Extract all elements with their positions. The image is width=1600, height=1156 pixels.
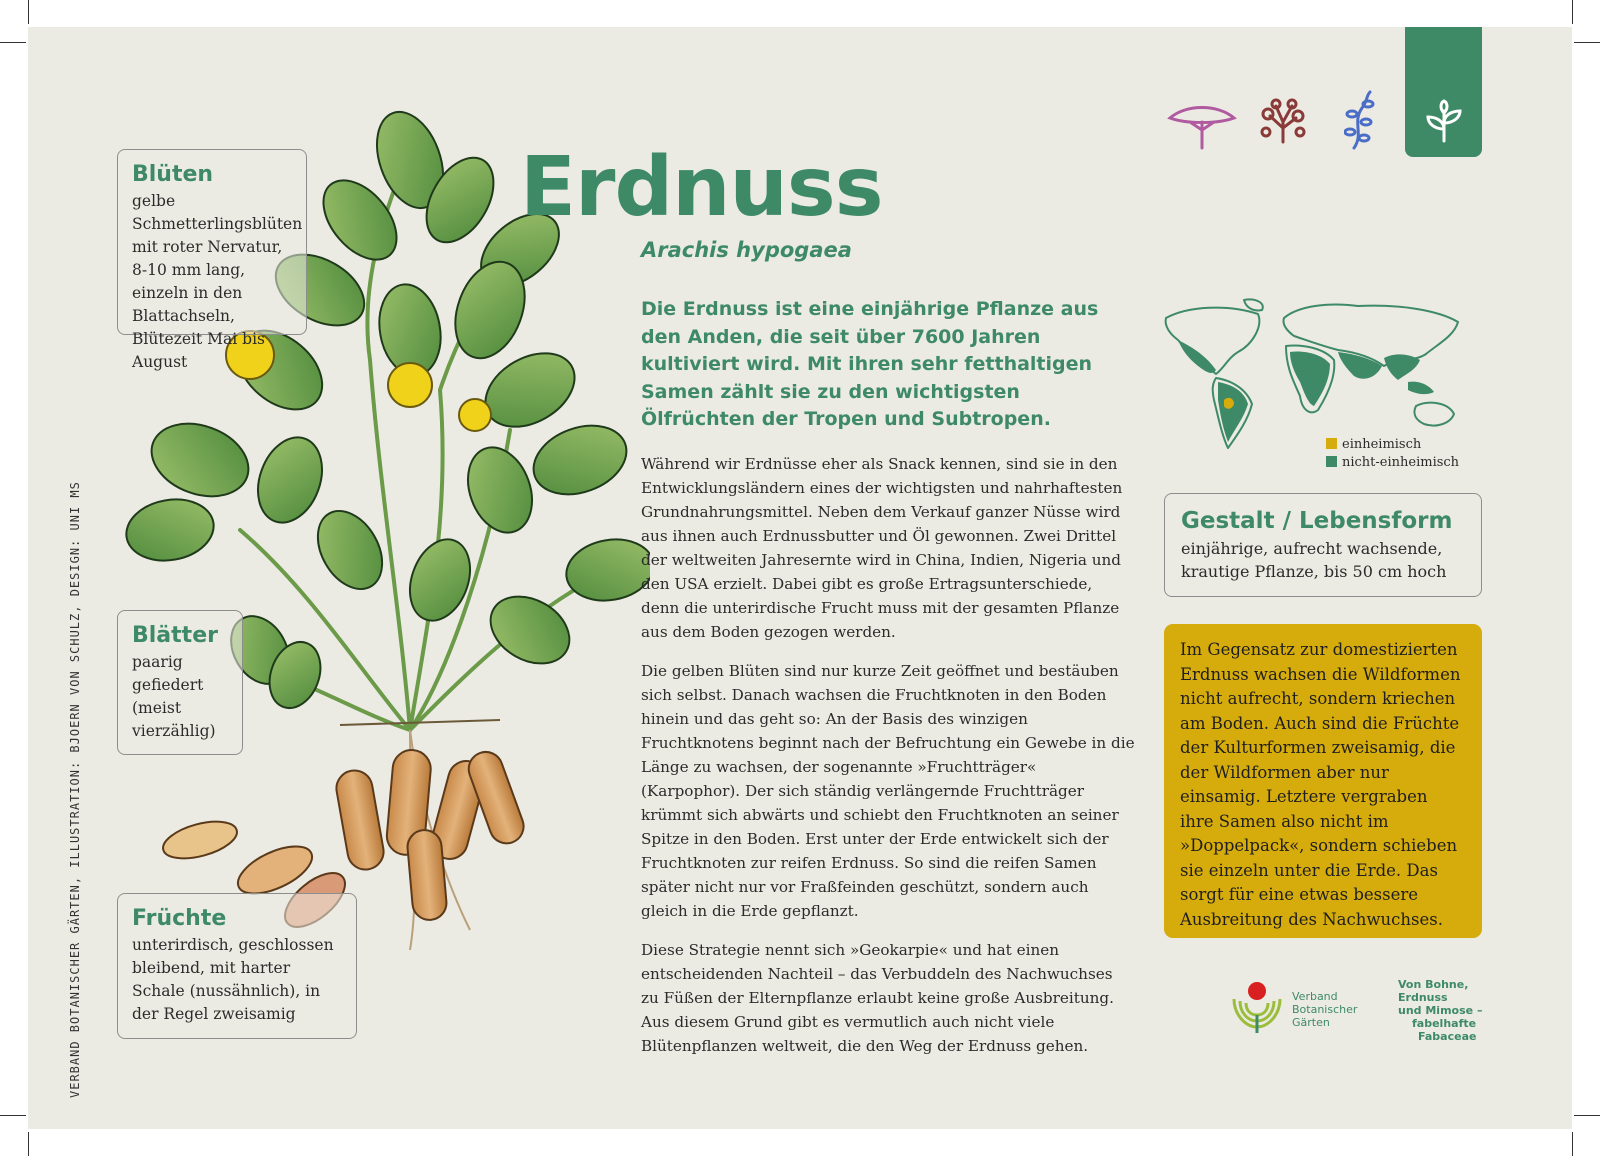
leaves-text: paarig gefiedert (meist vierzählig) (132, 653, 216, 740)
crop-mark (1574, 1115, 1600, 1116)
crop-mark (0, 1115, 26, 1116)
growth-form-title: Gestalt / Lebensform (1181, 508, 1453, 534)
series-logo-line: Fabaceae (1418, 1030, 1477, 1043)
shrub-icon (1258, 98, 1308, 144)
fruits-box (117, 893, 357, 1039)
map-legend-native (1326, 437, 1421, 452)
legend-label-native: einheimisch (1342, 437, 1422, 452)
flowers-title: Blüten (132, 162, 214, 187)
flowers-text: gelbe Schmetterlingsblüten mit roter Nervatur, 8-10 mm lang, einzeln in den Blattachseln, Blütezeit Mai bis August (132, 192, 303, 371)
body-paragraph: Die gelben Blüten sind nur kurze Zeit geöffnet und bestäuben sich selbst. Danach wachsen die Fruchtknoten in den Boden hinein und das geht so: An der Basis des winzigen Fruchtknotens beginnt nach der Befruchtung ein Gewebe in die Länge zu wachsen, der sogenannte »Fruchtträger« (Karpophor). Der sich ständig verlängernde Fruchtträger krümmt sich abwärts und schiebt den Fruchtknoten an seiner Spitze in den Boden. Erst unter der Erde entwickelt sich der Fruchtknoten zur reifen Erdnuss. So sind die reifen Samen später nicht nur vor Fraßfeinden geschützt, sondern auch gleich in die Erde gepflanzt. (641, 662, 1135, 920)
series-logo-line: Von Bohne, (1398, 978, 1469, 991)
series-logo-line: Erdnuss (1398, 991, 1448, 1004)
legend-label-introduced: nicht-einheimisch (1342, 455, 1460, 470)
page-title: Erdnuss (520, 140, 883, 235)
crop-mark (1574, 42, 1600, 43)
lead-paragraph: Die Erdnuss ist eine einjährige Pflanze aus den Anden, die seit über 7600 Jahren kultiviert wird. Mit ihren sehr fetthaltigen Samen zählt sie zu den wichtigsten Ölfrüchten der Tropen und Subtropen. (641, 298, 1099, 430)
legend-swatch-native (1326, 438, 1337, 449)
growth-form-box (1164, 493, 1482, 597)
body-paragraph: Während wir Erdnüsse eher als Snack kennen, sind sie in den Entwicklungsländern eines der wichtigsten und nahrhaftesten Grundnahrungsmittel. Neben dem Verkauf ganzer Nüsse wird aus ihnen auch Erdnussbutter und Öl gewonnen. Zwei Drittel der weltweiten Jahresernte wird in China, Indien, Nigeria und den USA erzielt. Dabei gibt es große Ertragsunterschiede, denn die unterirdische Frucht muss mit der gesamten Pflanze aus dem Boden gezogen werden. (641, 455, 1123, 641)
legend-swatch-introduced (1326, 456, 1337, 467)
vbg-logo-line: Verband (1292, 990, 1338, 1003)
flowers-box (117, 149, 307, 371)
vbg-logo-text (1292, 990, 1357, 1029)
leaves-box (117, 610, 243, 755)
map-legend-introduced (1326, 455, 1459, 470)
crop-mark (0, 42, 26, 43)
herb-icon (1422, 99, 1466, 143)
series-logo-line: und Mimose – (1398, 1004, 1483, 1017)
vbg-logo-line: Botanischer (1292, 1003, 1358, 1016)
wild-forms-info-box (1164, 624, 1482, 938)
wild-forms-text: Im Gegensatz zur domestizierten Erdnuss wachsen die Wildformen nicht aufrecht, sondern kriechen am Boden. Auch sind die Früchte der Kulturformen zweisamig, die der Wildformen aber nur einsamig. Letztere vergraben ihre Samen also nicht im »Doppelpack«, sondern schieben sie einzeln unter die Erde. Das sorgt für eine etwas bessere Ausbreitung des Nachwuchses. (1180, 640, 1461, 929)
vbg-logo-icon (1228, 975, 1286, 1035)
crop-mark (1572, 1132, 1573, 1156)
body-paragraph: Diese Strategie nennt sich »Geokarpie« und hat einen entscheidenden Nachteil – das Verbuddeln des Nachwuchses zu Füßen der Elternpflanze erlaubt keine große Ausbreitung. Aus diesem Grund gibt es vermutlich auch nicht viele Blütenpflanzen weltweit, die den Weg der Erdnuss gehen. (641, 941, 1114, 1055)
tree-icon (1166, 100, 1238, 150)
series-logo-text (1398, 978, 1482, 1043)
fruits-text: unterirdisch, geschlossen bleibend, mit harter Schale (nussähnlich), in der Regel zweisamig (132, 936, 334, 1023)
crop-mark (1572, 0, 1573, 24)
vbg-logo-line: Gärten (1292, 1016, 1330, 1029)
series-logo-line: fabelhafte (1412, 1017, 1477, 1030)
active-category-tab (1405, 27, 1482, 157)
crop-mark (28, 0, 29, 24)
scientific-name: Arachis hypogaea (641, 238, 852, 262)
body-text (641, 452, 1135, 1073)
leaves-title: Blätter (132, 623, 218, 648)
vine-icon (1344, 90, 1378, 150)
crop-mark (28, 1132, 29, 1156)
fruits-title: Früchte (132, 906, 227, 931)
growth-form-text: einjährige, aufrecht wachsende, krautige Pflanze, bis 50 cm hoch (1181, 539, 1447, 581)
credit-line: VERBAND BOTANISCHER GÄRTEN, ILLUSTRATION: BJOERN VON SCHULZ, DESIGN: UNI MS (68, 481, 82, 1098)
distribution-map (1158, 296, 1478, 456)
